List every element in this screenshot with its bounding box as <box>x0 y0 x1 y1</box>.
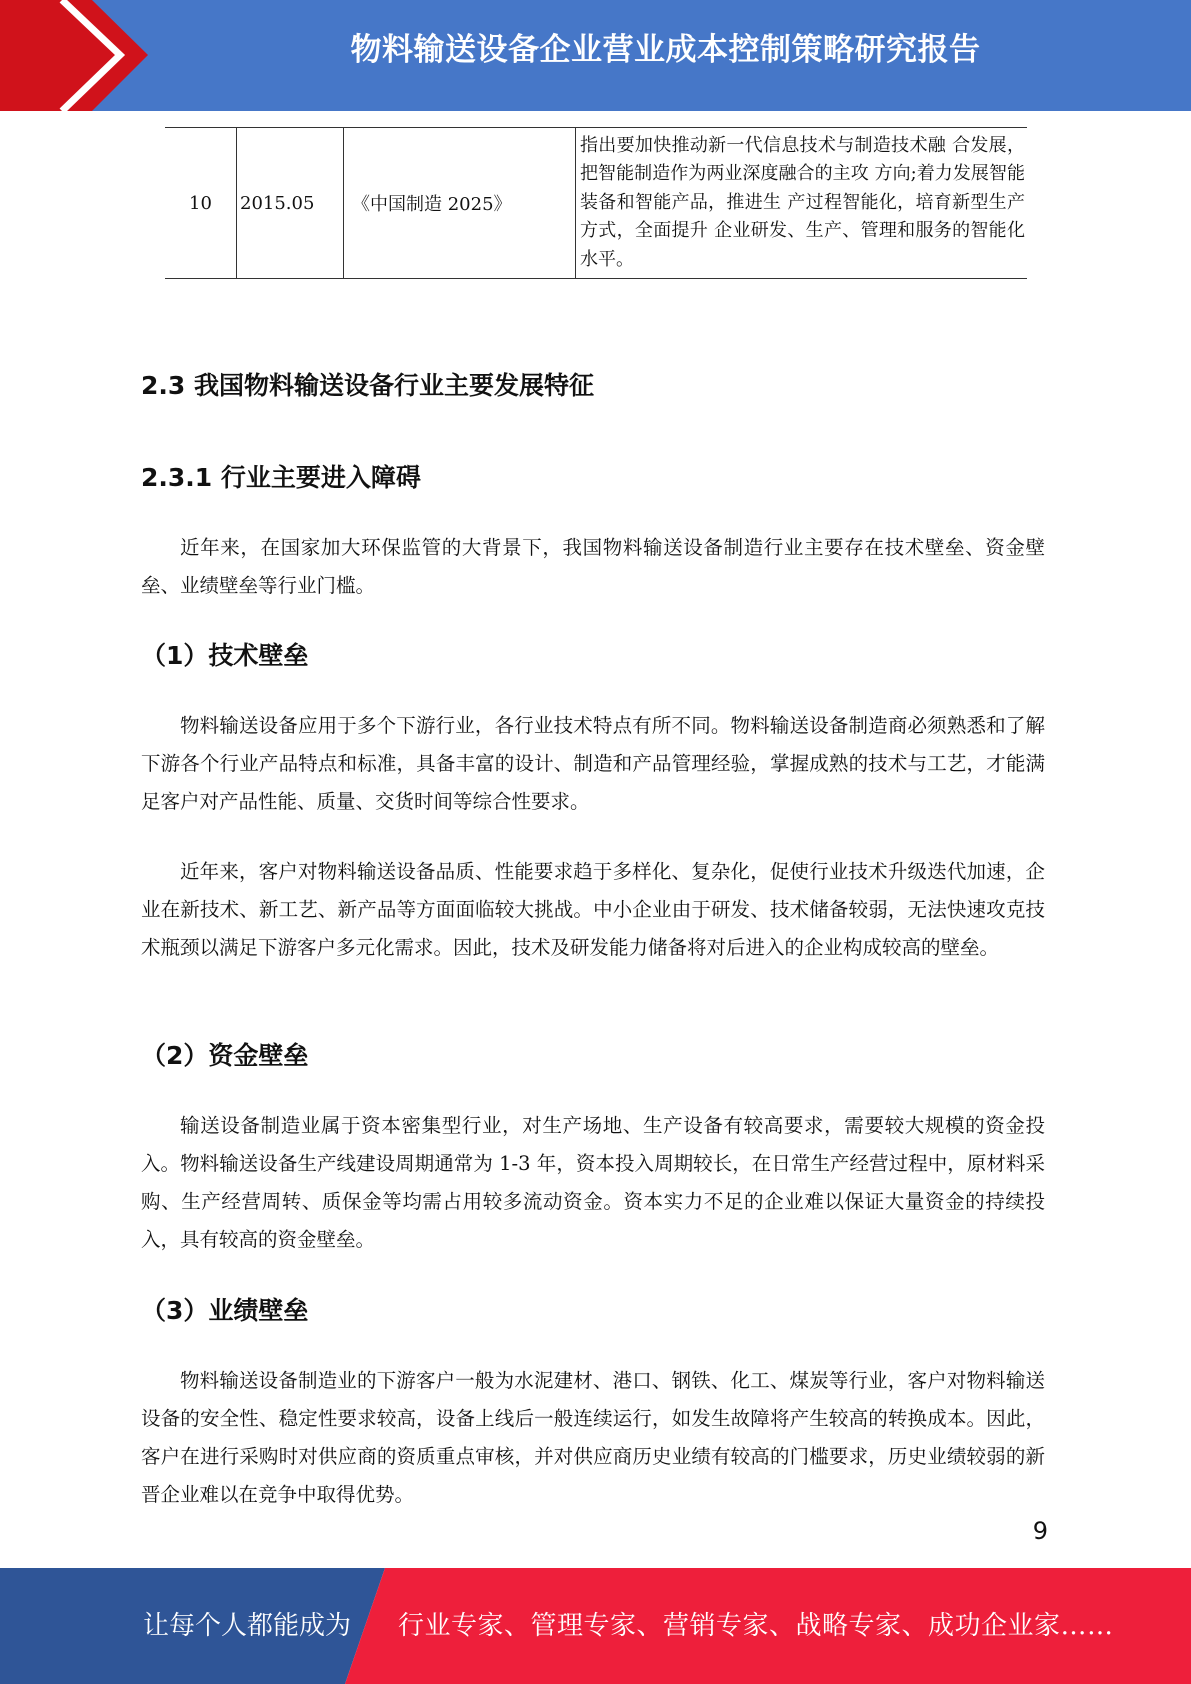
footer-slogan-right: 行业专家、管理专家、营销专家、战略专家、成功企业家…… <box>398 1611 1114 1641</box>
page-footer <box>0 1568 1191 1684</box>
intro-paragraph: 近年来，在国家加大环保监管的大背景下，我国物料输送设备制造行业主要存在技术壁垒、资金壁垒、业绩壁垒等行业门槛。 <box>141 536 1045 597</box>
barrier-heading-tech: （1）技术壁垒 <box>141 641 309 670</box>
table-row <box>165 128 1027 279</box>
row-number: 10 <box>189 192 212 214</box>
footer-slogan-left: 让每个人都能成为 <box>143 1611 352 1641</box>
barrier-heading-performance: （3）业绩壁垒 <box>141 1296 309 1325</box>
page-header <box>0 0 1191 111</box>
row-policy-name: 《中国制造 2025》 <box>344 128 576 279</box>
policy-table <box>165 127 1027 279</box>
report-title: 物料输送设备企业营业成本控制策略研究报告 <box>350 32 981 68</box>
section-heading: 2.3 我国物料输送设备行业主要发展特征 <box>141 371 594 400</box>
tech-paragraph-1: 物料输送设备应用于多个下游行业，各行业技术特点有所不同。物料输送设备制造商必须熟悉和了解下游各个行业产品特点和标准，具备丰富的设计、制造和产品管理经验，掌握成熟的技术与工艺，才能满足客户对产品性能、质量、交货时间等综合性要求。 <box>141 714 1045 813</box>
row-description: 指出要加快推动新一代信息技术与制造技术融 合发展，把智能制造作为两业深度融合的主攻 方向;着力发展智能装备和智能产品，推进生 产过程智能化，培育新型生产方式，全面提升 企业研发、生产、管理和服务的智能化水平。 <box>576 128 1028 279</box>
barrier-heading-capital: （2）资金壁垒 <box>141 1041 309 1070</box>
tech-paragraph-2: 近年来，客户对物料输送设备品质、性能要求趋于多样化、复杂化，促使行业技术升级迭代加速，企业在新技术、新工艺、新产品等方面面临较大挑战。中小企业由于研发、技术储备较弱，无法快速攻克技术瓶颈以满足下游客户多元化需求。因此，技术及研发能力储备将对后进入的企业构成较高的壁垒。 <box>141 860 1045 959</box>
performance-paragraph: 物料输送设备制造业的下游客户一般为水泥建材、港口、钢铁、化工、煤炭等行业，客户对物料输送设备的安全性、稳定性要求较高，设备上线后一般连续运行，如发生故障将产生较高的转换成本。因此，客户在进行采购时对供应商的资质重点审核，并对供应商历史业绩有较高的门槛要求，历史业绩较弱的新晋企业难以在竞争中取得优势。 <box>141 1369 1045 1506</box>
subsection-heading: 2.3.1 行业主要进入障碍 <box>141 463 421 492</box>
capital-paragraph: 输送设备制造业属于资本密集型行业，对生产场地、生产设备有较高要求，需要较大规模的资金投入。物料输送设备生产线建设周期通常为 1-3 年，资本投入周期较长，在日常生产经营过程中，原材料采购、生产经营周转、质保金等均需占用较多流动资金。资本实力不足的企业难以保证大量资金的持续投入，具有较高的资金壁垒。 <box>141 1114 1045 1251</box>
page-number: 9 <box>1032 1517 1048 1545</box>
row-date: 2015.05 <box>237 128 344 279</box>
